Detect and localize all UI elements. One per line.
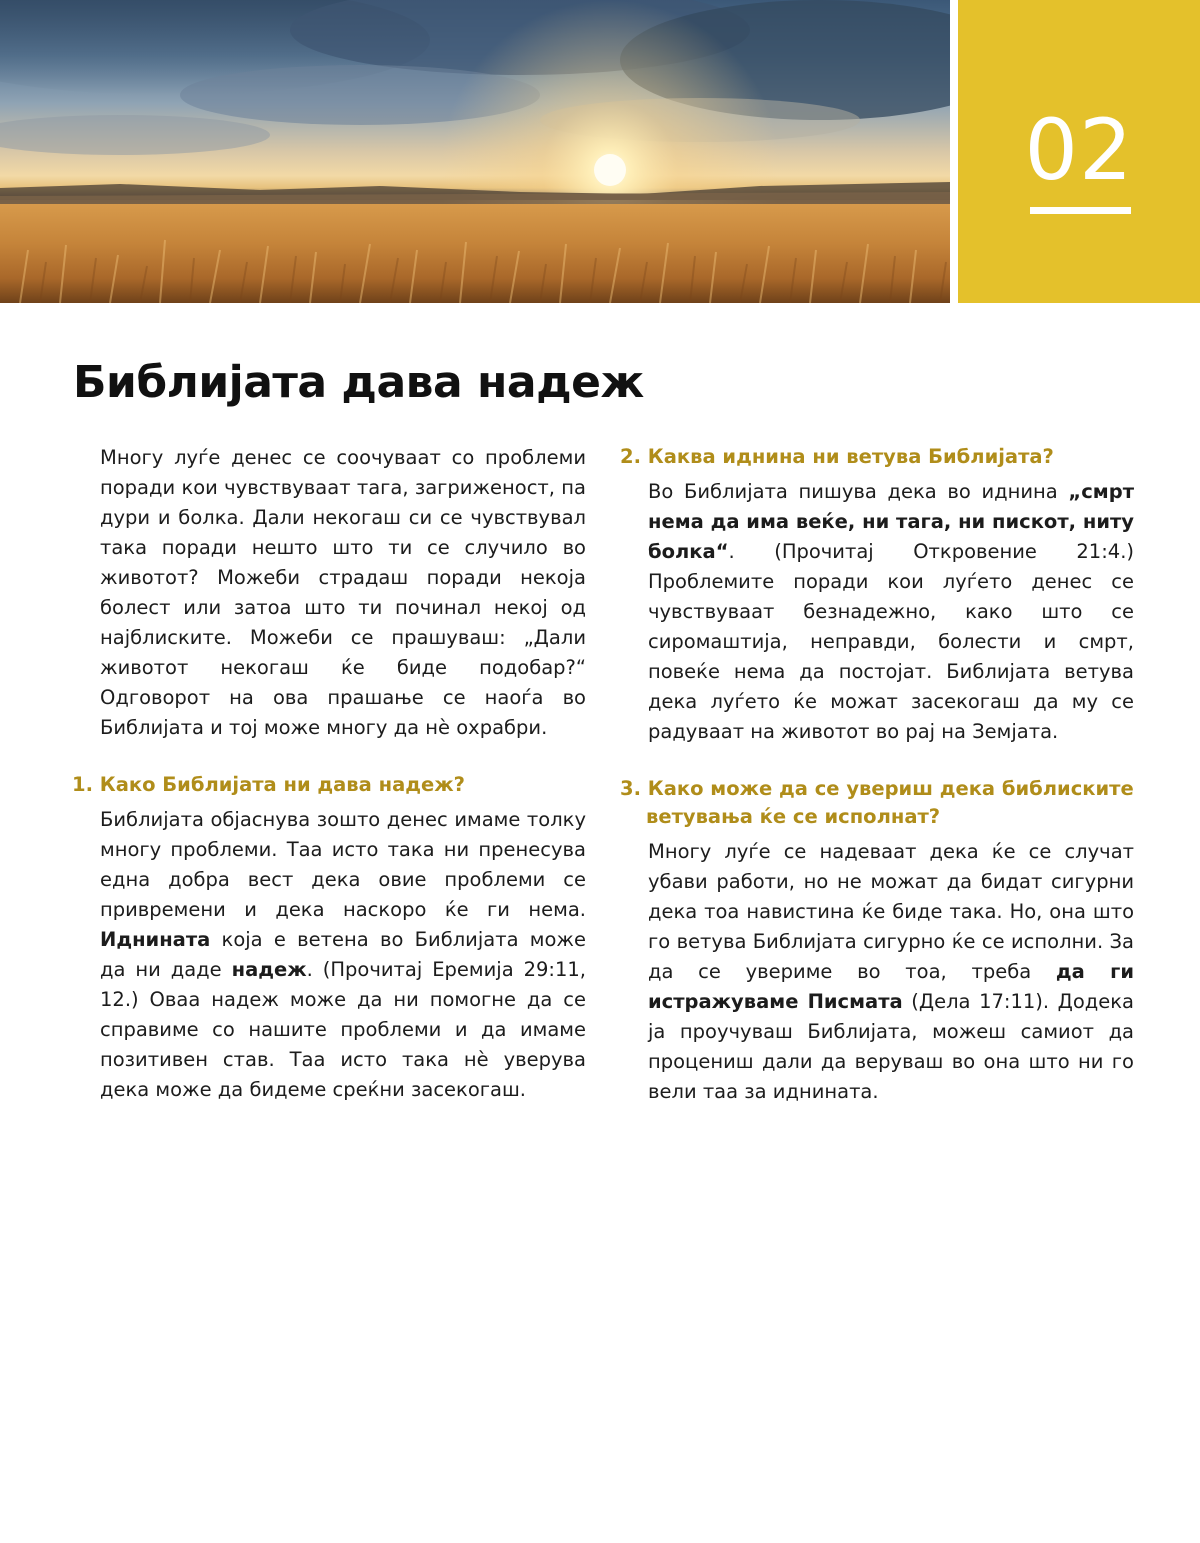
section-3-heading bbox=[620, 775, 1134, 831]
section-2-paragraph bbox=[620, 477, 1134, 747]
section-2-text-b: . (Прочитај Откровение 21:4.) Проблемите поради кои луѓето денес се чувствуваат безнадежно, како што се сиромаштија, неправди, болести и смрт, повеќе нема да постојат. Библијата ветува дека луѓето ќе можат засекогаш да му се радуваат на животот во рај на Земјата. bbox=[648, 540, 1134, 743]
section-1-text-b: која е ветена во Библијата може да ни даде bbox=[100, 928, 586, 981]
left-column bbox=[72, 443, 586, 1105]
section-2-text-a: Во Библијата пишува дека во иднина bbox=[648, 480, 1069, 503]
section-1-text-a: Библијата објаснува зошто денес имаме толку многу проблеми. Таа исто така ни пренесува една добра вест дека овие проблеми се привремени и дека наскоро ќе ги нема. bbox=[100, 808, 586, 921]
section-number-underline bbox=[1030, 207, 1131, 214]
intro-paragraph: Многу луѓе денес се соочуваат со проблеми поради кои чувствуваат тага, загриженост, па дури и болка. Дали некогаш си се чувствувал така поради нешто што ти се случило во животот? Можеби страдаш поради некоја болест или затоа што ти починал некој од најблиските. Можеби се прашуваш: „Дали животот некогаш ќе биде подобар?“ Одговорот на ова прашање се наоѓа во Библијата и тој може многу да нѐ охрабри. bbox=[100, 446, 586, 739]
section-1-heading bbox=[72, 771, 586, 799]
section-1-bold-b: надеж bbox=[231, 958, 307, 981]
section-1-paragraph bbox=[72, 805, 586, 1105]
section-3-text-b: (Дела 17:11). Додека ја проучуваш Библијата, можеш самиот да процениш дали да веруваш во она што ни го вели таа за иднината. bbox=[648, 990, 1134, 1103]
header-image-wheat-field bbox=[0, 0, 950, 303]
section-3-heading-text-1: Како може да се увериш дека библиските bbox=[647, 777, 1134, 800]
section-number: 02 bbox=[1024, 101, 1134, 199]
section-1-heading-text: Како Библијата ни дава надеж? bbox=[99, 773, 465, 796]
section-3-number: 3. bbox=[620, 777, 641, 800]
section-3-paragraph bbox=[620, 837, 1134, 1107]
section-3-bold-a: да ги истражуваме Писмата bbox=[648, 960, 1134, 1013]
section-2-bold-a: „смрт нема да има веќе, ни тага, ни пискот, ниту болка“ bbox=[648, 480, 1134, 563]
wheat-field-sunset-icon bbox=[0, 0, 950, 303]
section-2-heading-text: Каква иднина ни ветува Библијата? bbox=[647, 445, 1054, 468]
page-title: Библијата дава надеж bbox=[73, 357, 644, 408]
section-3-heading-line-1 bbox=[620, 775, 1134, 803]
right-column bbox=[620, 443, 1134, 1107]
section-2-number: 2. bbox=[620, 445, 641, 468]
section-1-text-c: . (Прочитај Еремија 29:11, 12.) Оваа надеж може да ни помогне да се справиме со нашите проблеми и да имаме позитивен став. Таа исто така нѐ уверува дека може да бидеме среќни засекогаш. bbox=[100, 958, 586, 1101]
section-1-bold-a: Иднината bbox=[100, 928, 211, 951]
section-3-heading-text-2: ветувања ќе се исполнат? bbox=[646, 805, 941, 828]
section-number-badge bbox=[958, 0, 1200, 303]
section-2-heading bbox=[620, 443, 1134, 471]
section-1-number: 1. bbox=[72, 773, 93, 796]
section-3-text-a: Многу луѓе се надеваат дека ќе се случат убави работи, но не можат да бидат сигурни дека тоа навистина ќе биде така. Но, она што го ветува Библијата сигурно ќе се исполни. За да се увериме во тоа, треба bbox=[648, 840, 1134, 983]
